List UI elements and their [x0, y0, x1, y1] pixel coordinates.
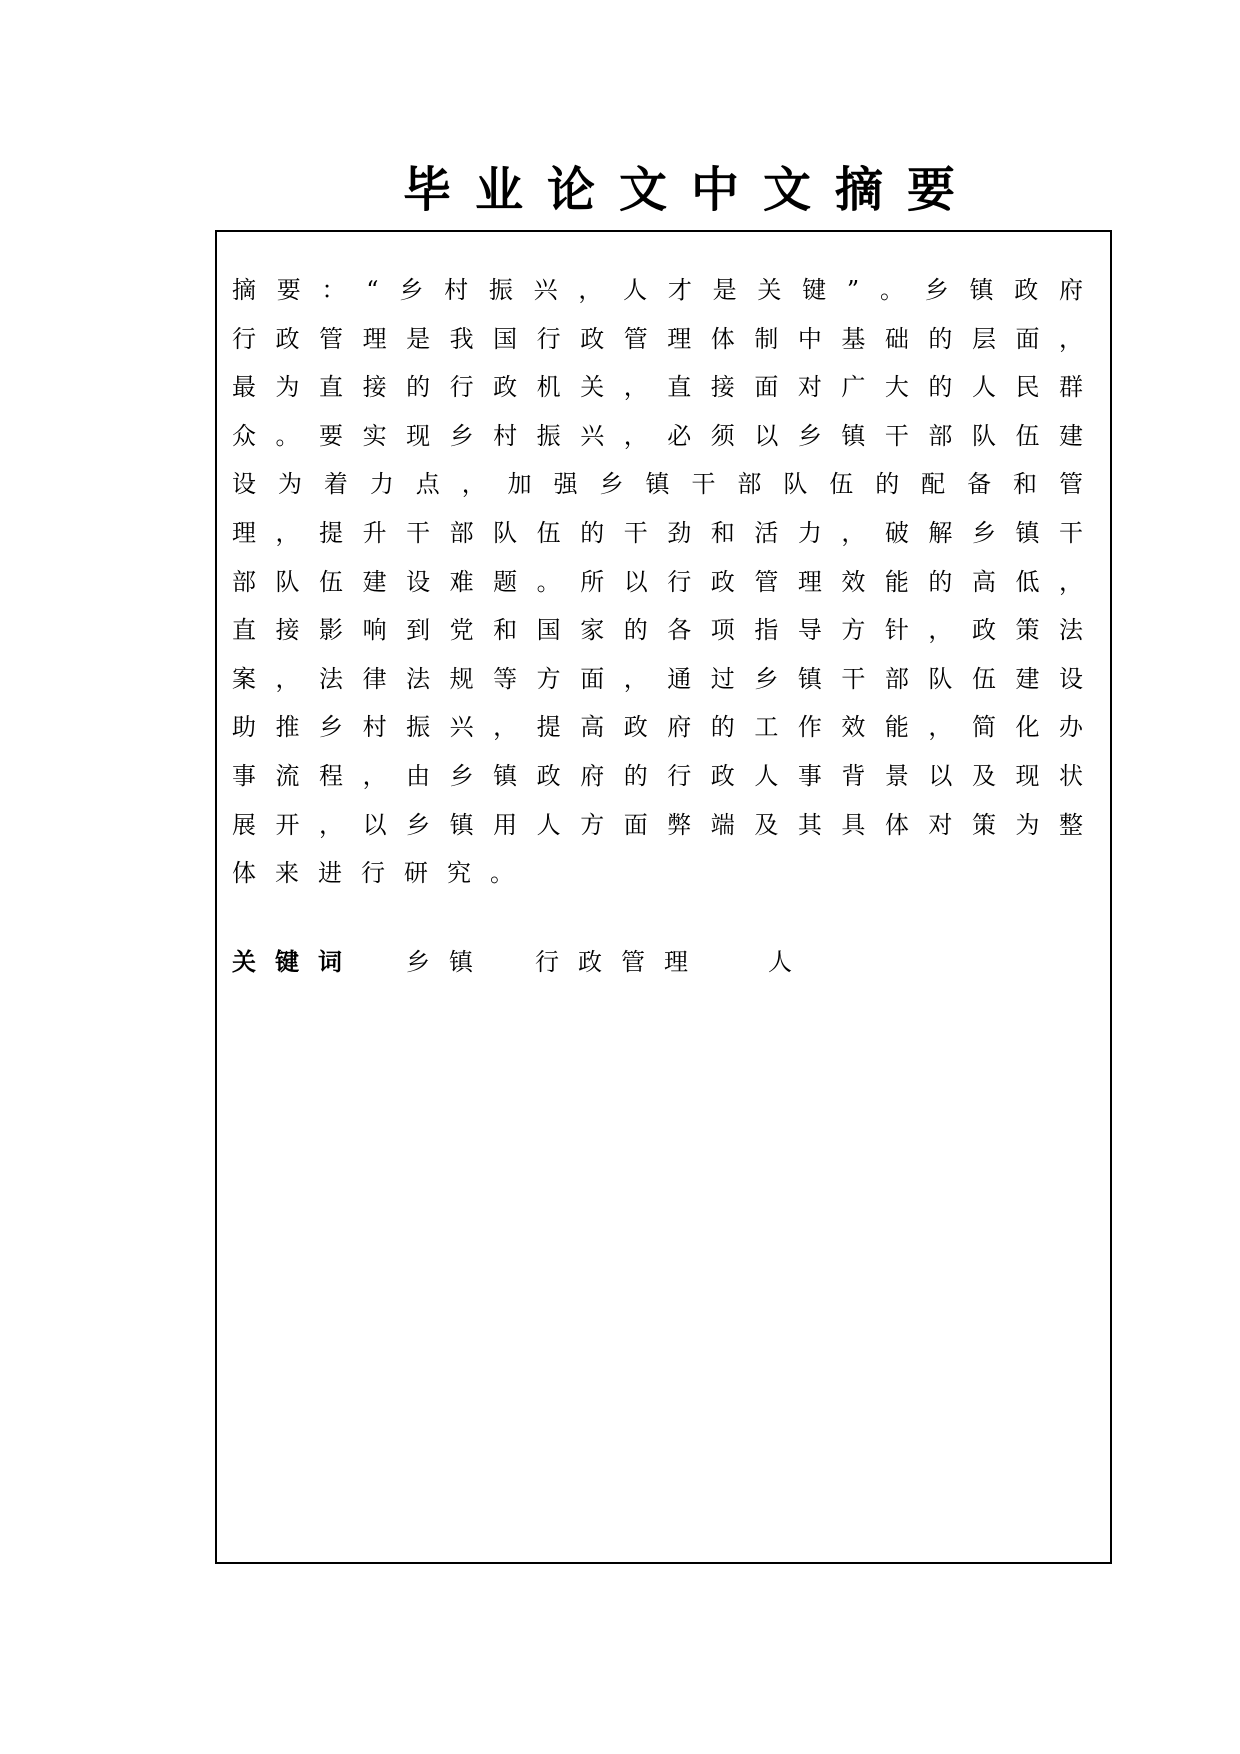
keywords-label: 关键词 [232, 948, 361, 976]
keyword: 行政管理 [535, 948, 707, 976]
page-title: 毕业论文中文摘要 [403, 162, 980, 218]
keyword: 人 [768, 948, 811, 976]
abstract-label: 摘要： [232, 276, 367, 304]
abstract-body [232, 266, 1102, 898]
keywords-row [232, 938, 1102, 986]
abstract-box [215, 230, 1112, 1564]
keyword: 乡镇 [406, 948, 492, 976]
abstract-text: “乡村振兴，人才是关键”。乡镇政府行政管理是我国行政管理体制中基础的层面，最为直接的行政机关，直接面对广大的人民群众。要实现乡村振兴，必须以乡镇干部队伍建设为着力点，加强乡镇干部队伍的配备和管理，提升干部队伍的干劲和活力，破解乡镇干部队伍建设难题。所以行政管理效能的高低，直接影响到党和国家的各项指导方针，政策法案，法律法规等方面，通过乡镇干部队伍建设助推乡村振兴，提高政府的工作效能，简化办事流程，由乡镇政府的行政人事背景以及现状展开，以乡镇用人方面弊端及其具体对策为整体来进行研究。 [232, 276, 1103, 888]
